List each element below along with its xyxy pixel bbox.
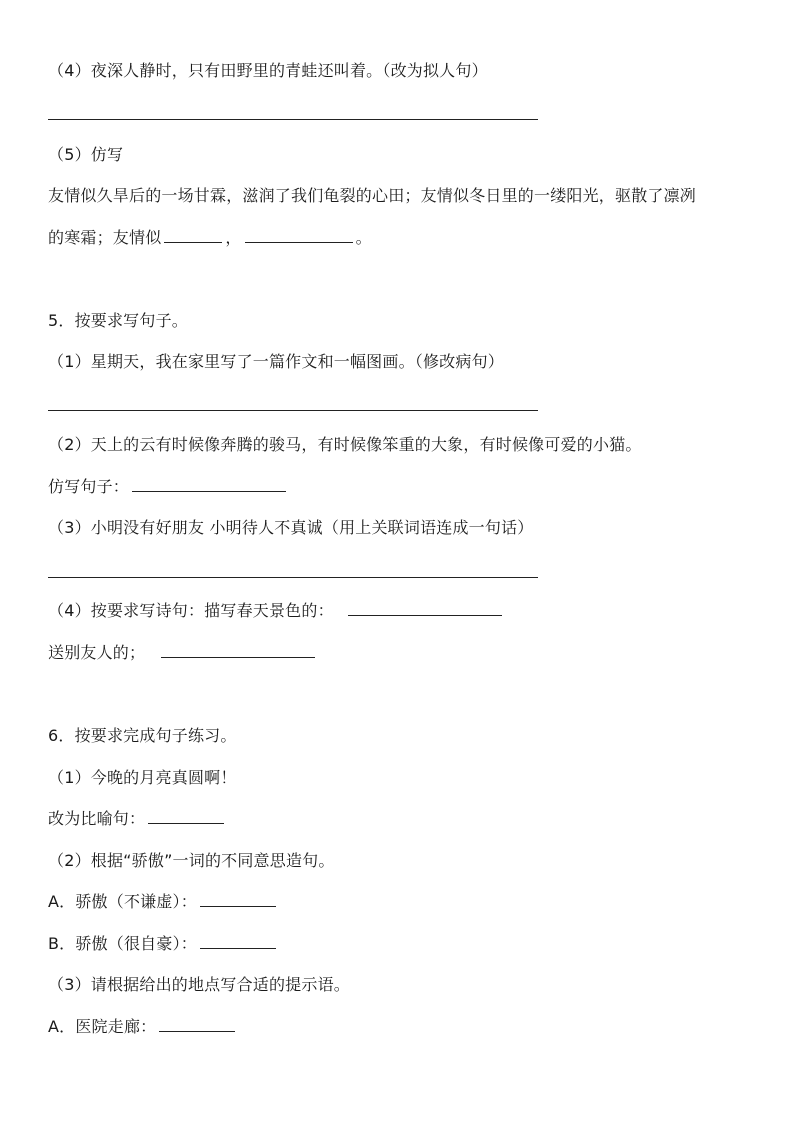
q5-heading: 5．按要求写句子。	[48, 311, 188, 330]
q5-part4-label2: 送别友人的；	[48, 643, 146, 662]
q5-part1-answer-line[interactable]	[48, 410, 538, 411]
q6-part1-blank[interactable]	[148, 822, 224, 824]
q4-part4-answer-line[interactable]	[48, 119, 538, 120]
q6-part2-a-label: A．骄傲（不谦虚）：	[48, 892, 197, 911]
q6-heading: 6．按要求完成句子练习。	[48, 726, 237, 745]
q6-part3-prompt: （3）请根据给出的地点写合适的提示语。	[48, 975, 350, 994]
q6-part2-b-label: B．骄傲（很自豪）：	[48, 934, 197, 953]
q5-part2-prompt: （2）天上的云有时候像奔腾的骏马，有时候像笨重的大象，有时候像可爱的小猫。	[48, 435, 642, 454]
q4-part5-line1: 友情似久旱后的一场甘霖，滋润了我们龟裂的心田；友情似冬日里的一缕阳光，驱散了凛冽	[48, 186, 697, 205]
q4-part5-line2-end: 。	[355, 228, 372, 247]
q5-part1-prompt: （1）星期天，我在家里写了一篇作文和一幅图画。（修改病句）	[48, 352, 504, 371]
q6-part1-answer	[48, 808, 227, 830]
q4-part5-separator: ，	[225, 228, 242, 247]
q6-part3-a-label: A．医院走廊：	[48, 1017, 157, 1036]
q4-part5-blank-2[interactable]	[245, 241, 353, 243]
q5-part4-blank-2[interactable]	[161, 656, 315, 658]
q6-part3-a-blank[interactable]	[159, 1030, 235, 1032]
q4-part4-prompt: （4）夜深人静时，只有田野里的青蛙还叫着。（改为拟人句）	[48, 61, 488, 80]
q5-part4-line1	[48, 600, 505, 622]
q6-part3-a	[48, 1016, 238, 1038]
q6-part2-b-blank[interactable]	[200, 947, 276, 949]
q5-part2-answer	[48, 476, 289, 498]
q5-part4-label: （4）按要求写诗句：描写春天景色的：	[48, 601, 334, 620]
q6-part2-prompt: （2）根据“骄傲”一词的不同意思造句。	[48, 851, 335, 870]
q4-part5-title: （5）仿写	[48, 145, 124, 164]
q4-part5-blank-1[interactable]	[164, 241, 222, 243]
q6-part2-a-blank[interactable]	[200, 905, 276, 907]
q5-part2-label: 仿写句子：	[48, 477, 130, 496]
q6-part1-label: 改为比喻句：	[48, 809, 146, 828]
q4-part5-line2-text: 的寒霜；友情似	[48, 228, 162, 247]
q5-part2-blank[interactable]	[132, 490, 286, 492]
q5-part3-answer-line[interactable]	[48, 577, 538, 578]
q6-part2-a	[48, 891, 279, 913]
q4-part5-line2	[48, 227, 372, 249]
q6-part1-prompt: （1）今晚的月亮真圆啊！	[48, 768, 237, 787]
q6-part2-b	[48, 933, 279, 955]
q5-part4-blank-1[interactable]	[348, 614, 502, 616]
q5-part3-prompt: （3）小明没有好朋友 小明待人不真诚（用上关联词语连成一句话）	[48, 518, 534, 537]
q5-part4-line2	[48, 642, 318, 664]
